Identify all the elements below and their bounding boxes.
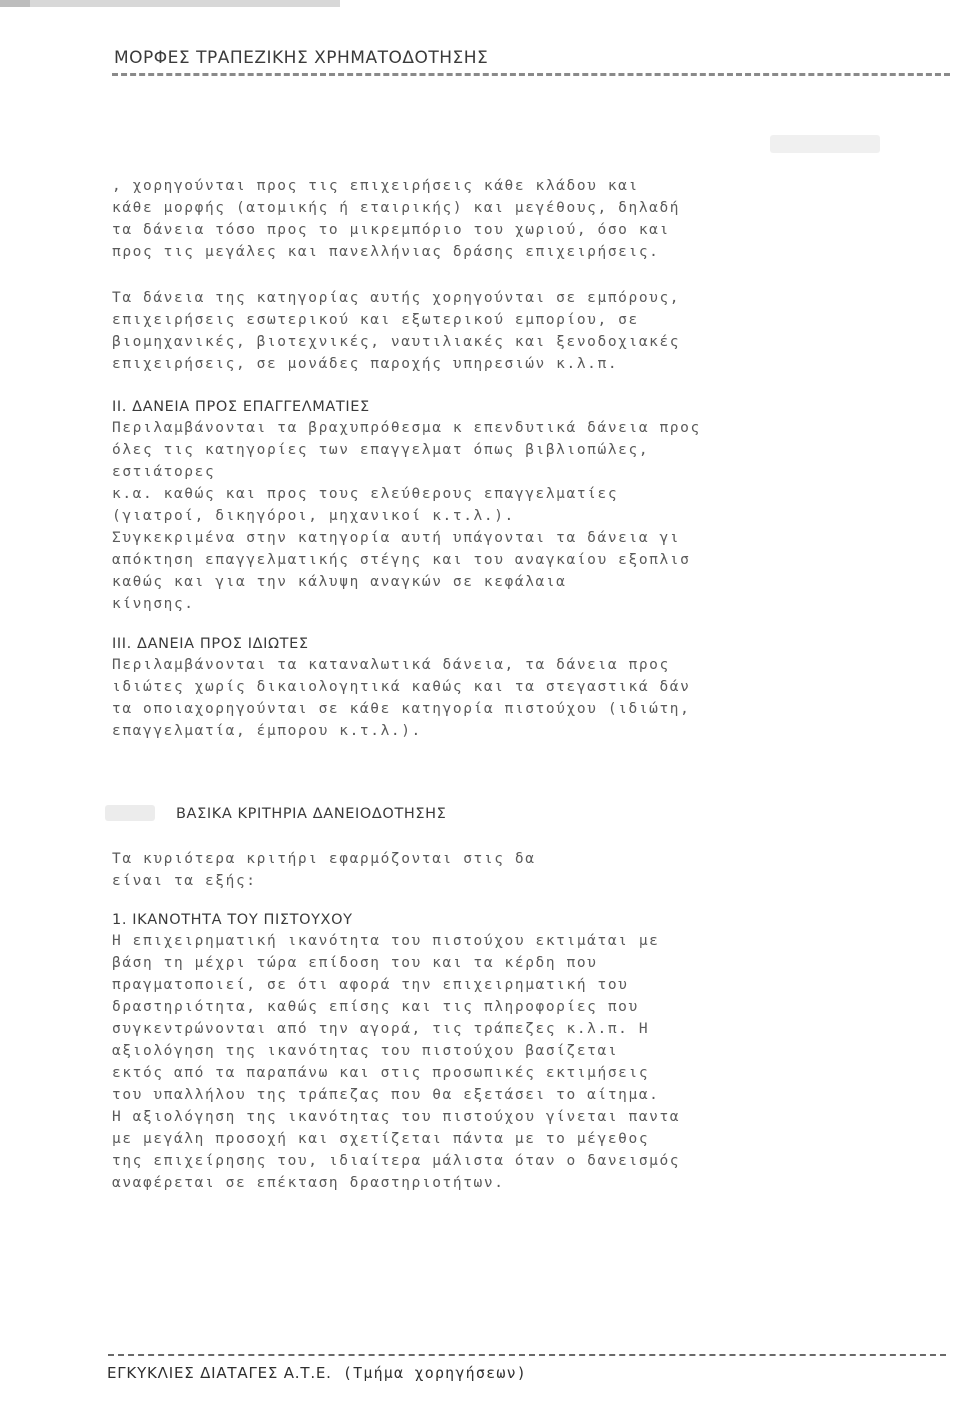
item1-line-11: της επιχείρησης του, ιδιαίτερα μάλιστα όταν ο δανεισμός — [112, 1153, 681, 1169]
section2-line-8: καθώς και για την κάλυψη αναγκών σε κεφάλαια — [112, 574, 567, 590]
section3-line-2: ιδιώτες χωρίς δικαιολογητικά καθώς και τα στεγαστικά δάν — [112, 679, 691, 695]
scan-top-bar — [0, 0, 340, 7]
item1-line-2: βάση τη μέχρι τώρα επίδοση του και τα κέρδη που — [112, 955, 598, 971]
criteria-heading: ΒΑΣΙΚΑ ΚΡΙΤΗΡΙΑ ΔΑΝΕΙΟΔΟΤΗΣΗΣ — [176, 806, 447, 822]
item1-line-12: αναφέρεται σε επέκταση δραστηριοτήτων. — [112, 1175, 505, 1191]
section3-heading: III. ΔΑΝΕΙΑ ΠΡΟΣ ΙΔΙΩΤΕΣ — [112, 636, 309, 652]
item1-line-6: αξιολόγηση της ικανότητας του πιστούχου βασίζεται — [112, 1043, 619, 1059]
page-header-title: ΜΟΡΦΕΣ ΤΡΑΠΕΖΙΚΗΣ ΧΡΗΜΑΤΟΔΟΤΗΣΗΣ — [114, 48, 489, 68]
section2-line-9: κίνησης. — [112, 596, 195, 612]
item1-line-3: πραγματοποιεί, σε ότι αφορά την επιχειρηματική του — [112, 977, 629, 993]
section2-heading: II. ΔΑΝΕΙΑ ΠΡΟΣ ΕΠΑΓΓΕΛΜΑΤΙΕΣ — [112, 399, 370, 415]
section2-line-6: Συγκεκριμένα στην κατηγορία αυτή υπάγονται τα δάνεια γι — [112, 530, 681, 546]
section2-line-7: απόκτηση επαγγελματικής στέγης και του αναγκαίου εξοπλισ — [112, 552, 691, 568]
section3-line-4: επαγγελματία, έμπορου κ.τ.λ.). — [112, 723, 422, 739]
para2-line-4: επιχειρήσεις, σε μονάδες παροχής υπηρεσιών κ.λ.π. — [112, 356, 619, 372]
scan-top-bar-dark — [0, 0, 30, 7]
item1-line-4: δραστηριότητα, καθώς επίσης και τις πληροφορίες που — [112, 999, 639, 1015]
section3-line-1: Περιλαμβάνονται τα καταναλωτικά δάνεια, τα δάνεια προς — [112, 657, 670, 673]
footer-subtitle: (Τμήμα χορηγήσεων) — [342, 1364, 528, 1382]
item1-line-10: με μεγάλη προσοχή και σχετίζεται πάντα με το μέγεθος — [112, 1131, 650, 1147]
para1-line-2: κάθε μορφής (ατομικής ή εταιρικής) και μεγέθους, δηλαδή — [112, 200, 681, 216]
section3-line-3: τα οποιαχορηγούνται σε κάθε κατηγορία πιστούχου (ιδιώτη, — [112, 701, 691, 717]
item1-line-7: εκτός από τα παραπάνω και στις προσωπικές εκτιμήσεις — [112, 1065, 650, 1081]
item1-line-9: Η αξιολόγηση της ικανότητας του πιστούχου γίνεται παντα — [112, 1109, 681, 1125]
para1-line-3: τα δάνεια τόσο προς το μικρεμπόριο του χωριού, όσο και — [112, 222, 670, 238]
section2-line-4: κ.α. καθώς και προς τους ελεύθερους επαγγελματίες — [112, 486, 619, 502]
para2-line-2: επιχειρήσεις εσωτερικού και εξωτερικού εμπορίου, σε — [112, 312, 639, 328]
criteria-intro-line-1: Τα κυριότερα κριτήρι εφαρμόζονται στις δα — [112, 851, 536, 867]
footer-divider — [108, 1354, 946, 1356]
para1-line-1: , χορηγούνται προς τις επιχειρήσεις κάθε κλάδου και — [112, 178, 639, 194]
scan-smudge — [105, 805, 155, 821]
para2-line-3: βιομηχανικές, βιοτεχνικές, ναυτιλιακές και ξενοδοχιακές — [112, 334, 681, 350]
section2-line-3: εστιάτορες — [112, 464, 216, 480]
item1-line-8: του υπαλλήλου της τράπεζας που θα εξετάσει το αίτημα. — [112, 1087, 660, 1103]
section2-line-5: (γιατροί, δικηγόροι, μηχανικοί κ.τ.λ.). — [112, 508, 515, 524]
footer-title: ΕΓΚΥΚΛΙΕΣ ΔΙΑΤΑΓΕΣ Α.Τ.Ε. — [107, 1364, 332, 1382]
item1-heading: 1. ΙΚΑΝΟΤΗΤΑ ΤΟΥ ΠΙΣΤΟΥΧΟΥ — [112, 912, 353, 928]
criteria-intro-line-2: είναι τα εξής: — [112, 873, 257, 889]
item1-line-5: συγκεντρώνονται από την αγορά, τις τράπεζες κ.λ.π. Η — [112, 1021, 650, 1037]
section2-line-1: Περιλαμβάνονται τα βραχυπρόθεσμα κ επενδυτικά δάνεια προς — [112, 420, 701, 436]
para2-line-1: Τα δάνεια της κατηγορίας αυτής χορηγούνται σε εμπόρους, — [112, 290, 681, 306]
section2-line-2: όλες τις κατηγορίες των επαγγελματ όπως βιβλιοπώλες, — [112, 442, 650, 458]
header-divider — [112, 73, 950, 76]
item1-line-1: Η επιχειρηματική ικανότητα του πιστούχου εκτιμάται με — [112, 933, 660, 949]
scan-smudge — [770, 135, 880, 153]
para1-line-4: προς τις μεγάλες και πανελλήνιας δράσης επιχειρήσεις. — [112, 244, 660, 260]
page-footer — [107, 1364, 527, 1382]
